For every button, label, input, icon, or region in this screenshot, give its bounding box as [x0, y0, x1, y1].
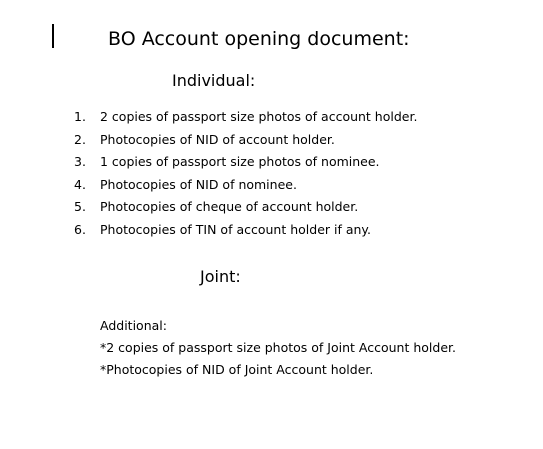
list-item-text: 2 copies of passport size photos of account holder.	[100, 109, 418, 124]
additional-item: *2 copies of passport size photos of Joint Account holder.	[100, 340, 456, 355]
list-item	[74, 197, 417, 220]
list-item	[74, 107, 417, 130]
list-item-number: 4.	[74, 176, 86, 192]
individual-heading: Individual:	[172, 71, 256, 90]
list-item-number: 6.	[74, 221, 86, 237]
document-title: BO Account opening document:	[108, 28, 410, 50]
list-item-text: Photocopies of NID of nominee.	[100, 176, 297, 192]
additional-item: *Photocopies of NID of Joint Account holder.	[100, 362, 374, 377]
list-item	[74, 130, 417, 153]
list-item	[74, 220, 417, 243]
list-item-text: Photocopies of cheque of account holder.	[100, 199, 359, 215]
additional-label: Additional:	[100, 318, 167, 333]
joint-additional-block	[100, 315, 456, 381]
text-cursor	[52, 24, 54, 48]
list-item-text: Photocopies of TIN of account holder if any.	[100, 221, 372, 237]
joint-heading: Joint:	[200, 267, 241, 286]
individual-requirements-list	[74, 107, 417, 243]
list-item-number: 5.	[74, 199, 86, 215]
list-item	[74, 152, 417, 175]
list-item	[74, 175, 417, 198]
list-item-text: 1 copies of passport size photos of nominee.	[100, 154, 380, 170]
list-item-number: 3.	[74, 154, 86, 170]
list-item-text: Photocopies of NID of account holder.	[100, 131, 335, 147]
list-item-number: 1.	[74, 109, 86, 124]
list-item-number: 2.	[74, 131, 86, 147]
